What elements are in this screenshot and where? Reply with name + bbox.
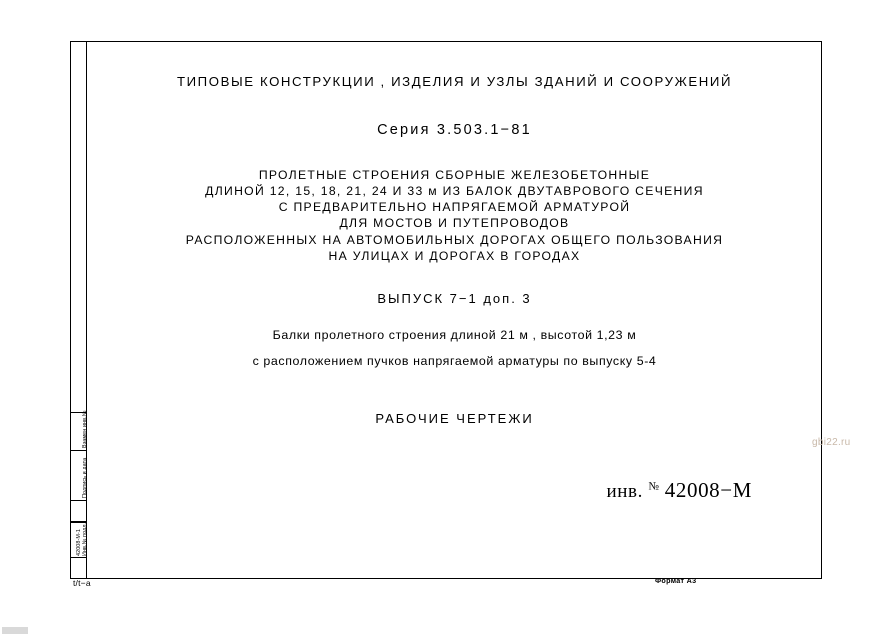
description-line-3: С ПРЕДВАРИТЕЛЬНО НАПРЯГАЕМОЙ АРМАТУРОЙ (278, 200, 631, 214)
footer-left-code: t/t−а (73, 578, 91, 588)
inventory-number-block (606, 478, 752, 503)
stamp-divider-1 (70, 450, 87, 451)
inventory-no-sign: № (648, 480, 660, 493)
description-line-2: ДЛИНОЙ 12, 15, 18, 21, 24 И 33 м ИЗ БАЛОК ДВУТАВРОВОГО СЕЧЕНИЯ (205, 184, 704, 198)
subtitle-line-2: с расположением пучков напрягаемой арматуры по выпуску 5-4 (252, 354, 657, 368)
description-line-6: НА УЛИЦАХ И ДОРОГАХ В ГОРОДАХ (328, 249, 581, 263)
stamp-field-podpis-data: Подпись и дата (82, 457, 88, 498)
working-drawings-label: РАБОЧИЕ ЧЕРТЕЖИ (375, 411, 534, 426)
stamp-drawing-code: 42008-М-1 (76, 529, 82, 556)
series-number: Серия 3.503.1−81 (377, 122, 532, 138)
footer-format-label: Формат А3 (655, 576, 697, 585)
stamp-field-inv-podl: Инв.№ подл. (82, 522, 88, 556)
scan-artifact (2, 627, 28, 634)
description-line-1: ПРОЛЕТНЫЕ СТРОЕНИЯ СБОРНЫЕ ЖЕЛЕЗОБЕТОННЫЕ (258, 168, 651, 182)
subtitle-line-1: Балки пролетного строения длиной 21 м , высотой 1,23 м (272, 328, 637, 342)
stamp-divider-2 (70, 500, 87, 501)
title-block-content (87, 41, 822, 579)
stamp-field-vzamen: Взамен инв.№ (82, 410, 88, 448)
description-line-4: ДЛЯ МОСТОВ И ПУТЕПРОВОДОВ (339, 216, 570, 230)
watermark-text: gbi22.ru (812, 437, 851, 448)
inventory-number: 42008−М (664, 478, 752, 502)
description-line-5: РАСПОЛОЖЕННЫХ НА АВТОМОБИЛЬНЫХ ДОРОГАХ ОБЩЕГО ПОЛЬЗОВАНИЯ (185, 233, 724, 247)
document-header: ТИПОВЫЕ КОНСТРУКЦИИ , ИЗДЕЛИЯ И УЗЛЫ ЗДАНИЙ И СООРУЖЕНИЙ (176, 74, 733, 89)
issue-number: ВЫПУСК 7−1 доп. 3 (377, 291, 532, 306)
inventory-label: инв. (606, 481, 643, 502)
